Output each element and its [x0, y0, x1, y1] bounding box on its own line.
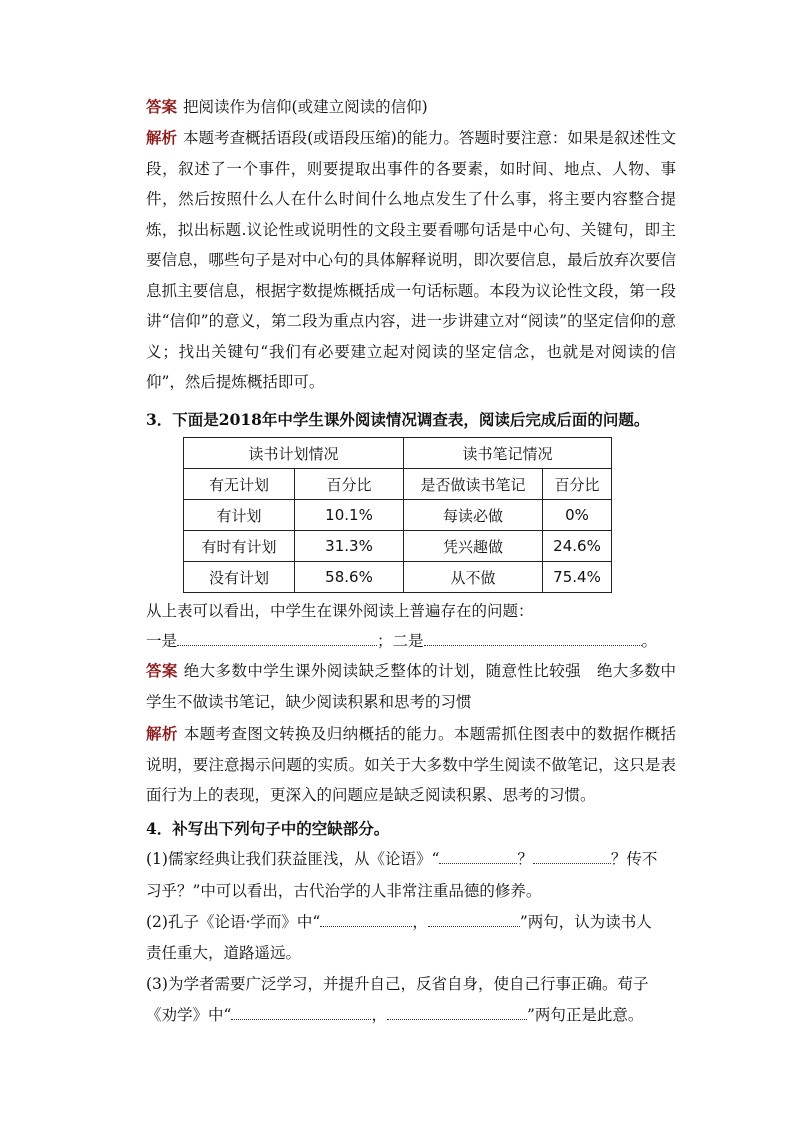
q4-sentence-2b: 责任重大，道路遥远。	[146, 944, 302, 962]
q4-sentence-2a	[146, 908, 652, 936]
table-cell: 从不做	[404, 562, 543, 593]
sentence-text: ”两句，认为读书人	[519, 913, 652, 931]
q4-sentence-1a	[146, 845, 657, 873]
analysis-label: 解析	[146, 724, 178, 743]
sentence-text: ，	[412, 913, 428, 931]
table-cell: 有时有计划	[184, 531, 295, 562]
reading-survey-table	[183, 437, 612, 593]
blank1-prefix: 一是	[146, 632, 178, 650]
answer-blank-1[interactable]	[177, 627, 377, 646]
table-cell: 每读必做	[404, 500, 543, 531]
blank-end: 。	[641, 632, 658, 650]
fill-blank[interactable]	[320, 908, 412, 927]
table-cell: 24.6%	[543, 531, 612, 562]
table-group-header: 读书笔记情况	[404, 438, 612, 469]
table-cell: 75.4%	[543, 562, 612, 593]
prev-answer	[146, 92, 676, 123]
table-col-header: 百分比	[543, 469, 612, 500]
table-col-header: 是否做读书笔记	[404, 469, 543, 500]
table-cell: 没有计划	[184, 562, 295, 593]
q3-analysis	[146, 719, 676, 811]
fill-blank[interactable]	[231, 1001, 371, 1020]
sentence-text: (2)孔子《论语·学而》中“	[146, 913, 321, 931]
q4-sentence-1b: 习乎？”中可以看出，古代治学的人非常注重品德的修养。	[146, 882, 542, 900]
table-row	[184, 500, 612, 531]
sentence-text: ，	[371, 1006, 387, 1024]
blank2-prefix: ；二是	[377, 632, 424, 650]
fill-blank[interactable]	[533, 845, 611, 864]
q4-sentence-3b	[146, 1001, 643, 1029]
table-col-header: 有无计划	[184, 469, 295, 500]
table-cell: 10.1%	[295, 500, 404, 531]
q3-prompt: 从上表可以看出，中学生在课外阅读上普遍存在的问题：	[146, 602, 534, 620]
q3-answer	[146, 656, 676, 717]
table-row	[184, 469, 612, 500]
analysis-label: 解析	[146, 128, 178, 147]
table-row	[184, 531, 612, 562]
table-row	[184, 438, 612, 469]
answer-text: 绝大多数中学生课外阅读缺乏整体的计划，随意性比较强 绝大多数中学生不做读书笔记，缺少阅读积累和思考的习惯	[146, 662, 676, 711]
answer-blank-2[interactable]	[424, 627, 642, 646]
table-cell: 凭兴趣做	[404, 531, 543, 562]
q4-sentence-3a: (3)为学者需要广泛学习，并提升自己，反省自身，使自己行事正确。荀子	[146, 975, 649, 993]
prev-analysis	[146, 123, 676, 398]
analysis-text: 本题考查概括语段(或语段压缩)的能力。答题时要注意：如果是叙述性文段，叙述了一个事件，则要提取出事件的各要素，如时间、地点、人物、事件，然后按照什么人在什么时间什么地点发生了什么事，将主要内容整合提炼，拟出标题.议论性或说明性的文段主要看哪句话是中心句、关键句，即主要信息，哪些句子是对中心句的具体解释说明，即次要信息，最后放弃次要信息抓主要信息，根据字数提炼概括成一句话标题。本段为议论性文段，第一段讲“信仰”的意义，第二段为重点内容，进一步讲建立对“阅读”的坚定信仰的意义；找出关键句“我们有必要建立起对阅读的坚定信念，也就是对阅读的信仰”，然后提炼概括即可。	[146, 129, 676, 391]
answer-text: 把阅读作为信仰(或建立阅读的信仰)	[183, 98, 428, 116]
table-cell: 31.3%	[295, 531, 404, 562]
table-cell: 有计划	[184, 500, 295, 531]
fill-blank[interactable]	[387, 1001, 527, 1020]
q3-stem: 3．下面是2018年中学生课外阅读情况调查表，阅读后完成后面的问题。	[146, 410, 650, 429]
fill-blank[interactable]	[439, 845, 517, 864]
sentence-text: (1)儒家经典让我们获益匪浅，从《论语》“	[146, 850, 440, 868]
table-group-header: 读书计划情况	[184, 438, 404, 469]
table-col-header: 百分比	[295, 469, 404, 500]
answer-label: 答案	[146, 661, 178, 680]
sentence-text: 《劝学》中“	[146, 1006, 232, 1024]
sentence-text: ”两句正是此意。	[526, 1006, 644, 1024]
q4-stem: 4．补写出下列句子中的空缺部分。	[146, 819, 390, 838]
table-row	[184, 562, 612, 593]
q3-blanks	[146, 627, 657, 655]
table-cell: 58.6%	[295, 562, 404, 593]
analysis-text: 本题考查图文转换及归纳概括的能力。本题需抓住图表中的数据作概括说明，要注意揭示问题的实质。如关于大多数中学生阅读不做笔记，这只是表面行为上的表现，更深入的问题应是缺乏阅读积累、思考的习惯。	[146, 725, 676, 804]
answer-label: 答案	[146, 97, 178, 116]
sentence-text: ？	[517, 850, 533, 868]
sentence-text: ？传不	[610, 850, 658, 868]
table-cell: 0%	[543, 500, 612, 531]
fill-blank[interactable]	[428, 908, 520, 927]
